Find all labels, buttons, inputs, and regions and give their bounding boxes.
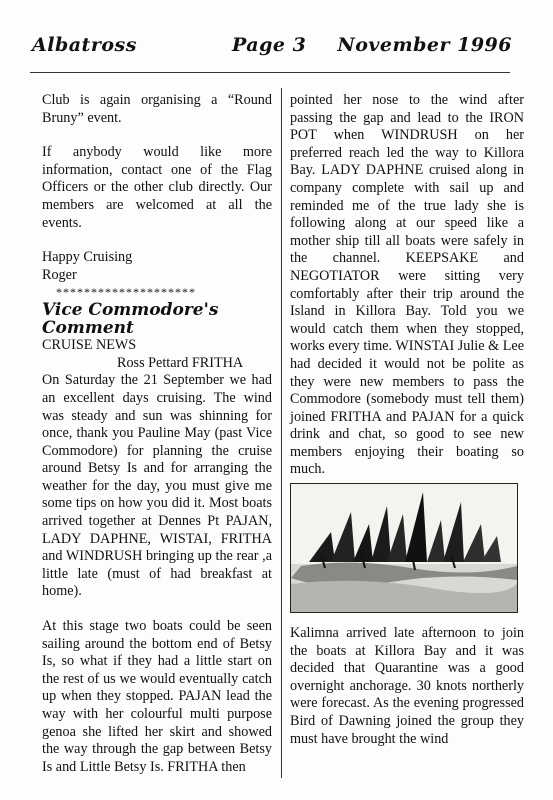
paragraph-kalimna: Kalimna arrived late afternoon to join the boats at Killora Bay and it was decided that Quarantine was a good overnight anchorage. 30 knots northerly were forecast. As the evening progressed Bird of Dawning joined the group they must have brought the wind bbox=[290, 625, 524, 747]
newsletter-title: Albatross bbox=[32, 34, 137, 56]
sailboats-photo bbox=[290, 483, 518, 613]
sub-heading: CRUISE NEWS bbox=[42, 337, 137, 354]
masthead bbox=[22, 30, 512, 66]
sailboats-image bbox=[291, 484, 517, 612]
page-number: Page 3 bbox=[232, 34, 307, 56]
paragraph-betsy-is: At this stage two boats could be seen sailing around the bottom end of Betsy Is, so what if they had a little start on the rest of us we would eventually catch up when they stopped. PAJAN lead the way with her colourful multi purpose genoa she lifted her skirt and showed the way through the gap between Betsy Is and Little Betsy Is. FRITHA then bbox=[42, 618, 272, 775]
signature: Roger bbox=[42, 266, 77, 283]
issue-date: November 1996 bbox=[337, 34, 512, 56]
paragraph-killora-bay: pointed her nose to the wind after passing the gap and lead to the IRON POT when WINDRUSH on her preferred reach led the way to Killora Bay. LADY DAPHNE cruised along in company complete with sail up and reminded me of the true lady she is following along at our speed like a mother ship till all boats were safely in the channel. KEEPSAKE and NEGOTIATOR were sitting very comfortably after their trip around the Island in Killora Bay. Told you we would catch them when they stopped, works every time. WINSTAI Julie & Lee had decided it would not be polite as they were new members to pass the Commodore (somebody must tell them) joined FRITHA and PAJAN for a quick drink and chat, so good to see new members enjoying their boating so much. bbox=[290, 92, 524, 478]
right-column-lower bbox=[290, 625, 524, 748]
paragraph-cruise-report: On Saturday the 21 September we had an excellent days cruising. The wind was steady and sun was shinning for once, thank you Pauline May (past Vice Commodore) for planning the cruise around Betsy Is and for arranging the weather for the day, you must give me some tips on how you did it. Most boats arrived together at Dennes Pt PAJAN, LADY DAPHNE, WISTAI, FRITHA and WINDRUSH bringing up the rear ,a little late (must of had breakfast at home). bbox=[42, 372, 272, 600]
right-column bbox=[290, 92, 524, 479]
left-column bbox=[42, 92, 272, 776]
header-rule bbox=[30, 72, 510, 73]
paragraph-round-bruny: Club is again organising a “Round Bruny” event. bbox=[42, 92, 272, 126]
star-separator: ******************** bbox=[56, 285, 196, 300]
section-heading: Vice Commodore's Comment bbox=[42, 299, 219, 338]
author-byline: Ross Pettard FRITHA bbox=[117, 354, 244, 371]
column-divider bbox=[281, 88, 282, 778]
closing-line: Happy Cruising bbox=[42, 249, 133, 266]
paragraph-more-info: If anybody would like more information, contact one of the Flag Officers or the other club directly. Our members are welcomed at all the events. bbox=[42, 144, 272, 231]
